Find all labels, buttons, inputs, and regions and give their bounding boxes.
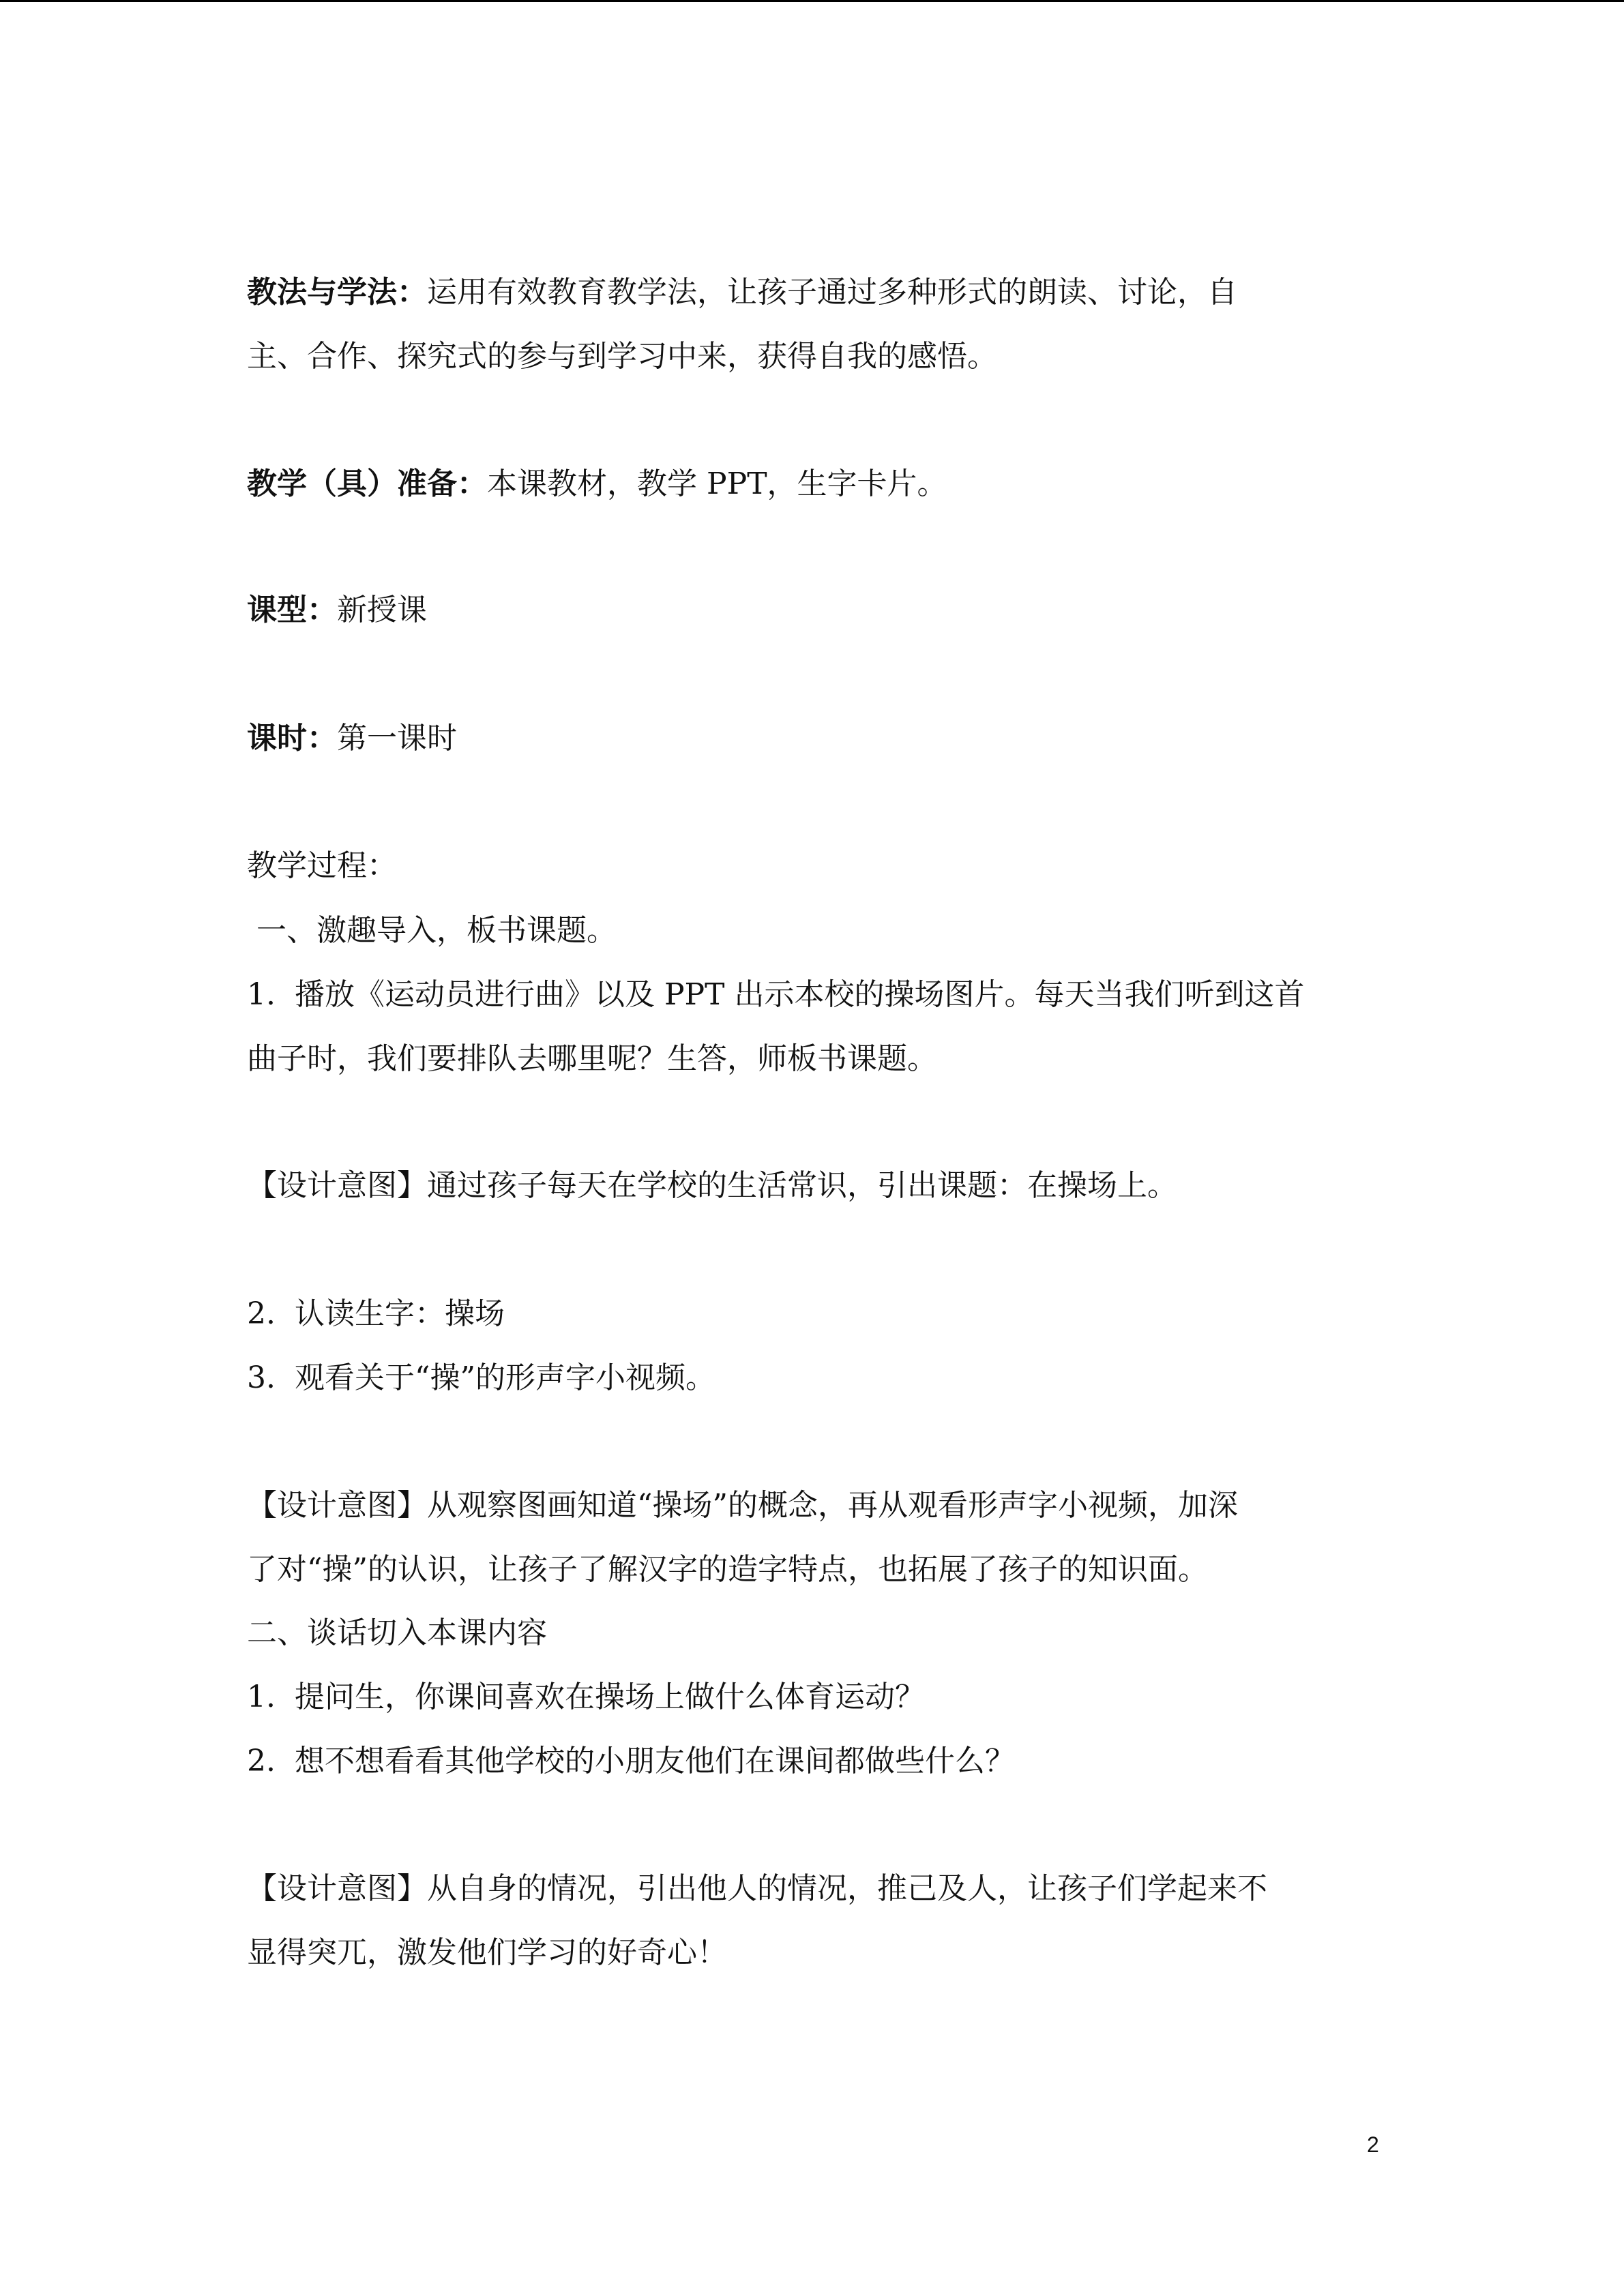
preparation-line — [247, 464, 947, 505]
process-title: 教学过程： — [247, 848, 397, 883]
method-text-1: 运用有效教育教学法，让孩子通过多种形式的朗读、讨论，自 — [427, 275, 1237, 310]
step-1-1-continued: 曲子时，我们要排队去哪里呢？生答，师板书课题。 — [247, 1041, 937, 1076]
step-1-3: 3. 观看关于“操”的形声字小视频。 — [247, 1360, 715, 1395]
design-intent-3-line-2: 显得突兀，激发他们学习的好奇心！ — [247, 1935, 727, 1970]
type-text: 新授课 — [337, 593, 427, 627]
page-top-border — [0, 0, 1624, 2]
type-label: 课型： — [247, 593, 337, 627]
design-intent-1: 【设计意图】通过孩子每天在学校的生活常识，引出课题：在操场上。 — [247, 1168, 1177, 1203]
prep-label: 教学（具）准备： — [247, 466, 487, 501]
section-1-title: 一、激趣导入，板书课题。 — [247, 913, 617, 948]
step-2-1: 1. 提问生，你课间喜欢在操场上做什么体育运动？ — [247, 1680, 925, 1714]
step-2-2: 2. 想不想看看其他学校的小朋友他们在课间都做些什么？ — [247, 1744, 1015, 1778]
lesson-period-line — [247, 718, 457, 759]
step-1-1: 1. 播放《运动员进行曲》以及 PPT 出示本校的操场图片。每天当我们听到这首 — [247, 977, 1305, 1012]
method-label: 教法与学法： — [247, 275, 427, 310]
step-1-2: 2. 认读生字：操场 — [247, 1296, 505, 1331]
method-paragraph-line-1 — [247, 272, 1237, 313]
design-intent-2-line-1: 【设计意图】从观察图画知道“操场”的概念，再从观看形声字小视频，加深 — [247, 1488, 1238, 1523]
design-intent-2-line-2: 了对“操”的认识，让孩子了解汉字的造字特点，也拓展了孩子的知识面。 — [247, 1552, 1208, 1587]
lesson-type-line — [247, 590, 427, 631]
design-intent-3-line-1: 【设计意图】从自身的情况，引出他人的情况，推己及人，让孩子们学起来不 — [247, 1871, 1267, 1906]
period-text: 第一课时 — [337, 721, 457, 756]
section-2-title: 二、谈话切入本课内容 — [247, 1615, 547, 1650]
page-number: 2 — [1367, 2132, 1379, 2157]
method-text-2: 主、合作、探究式的参与到学习中来，获得自我的感悟。 — [247, 339, 997, 374]
period-label: 课时： — [247, 721, 337, 756]
prep-text: 本课教材，教学 PPT，生字卡片。 — [487, 466, 947, 501]
